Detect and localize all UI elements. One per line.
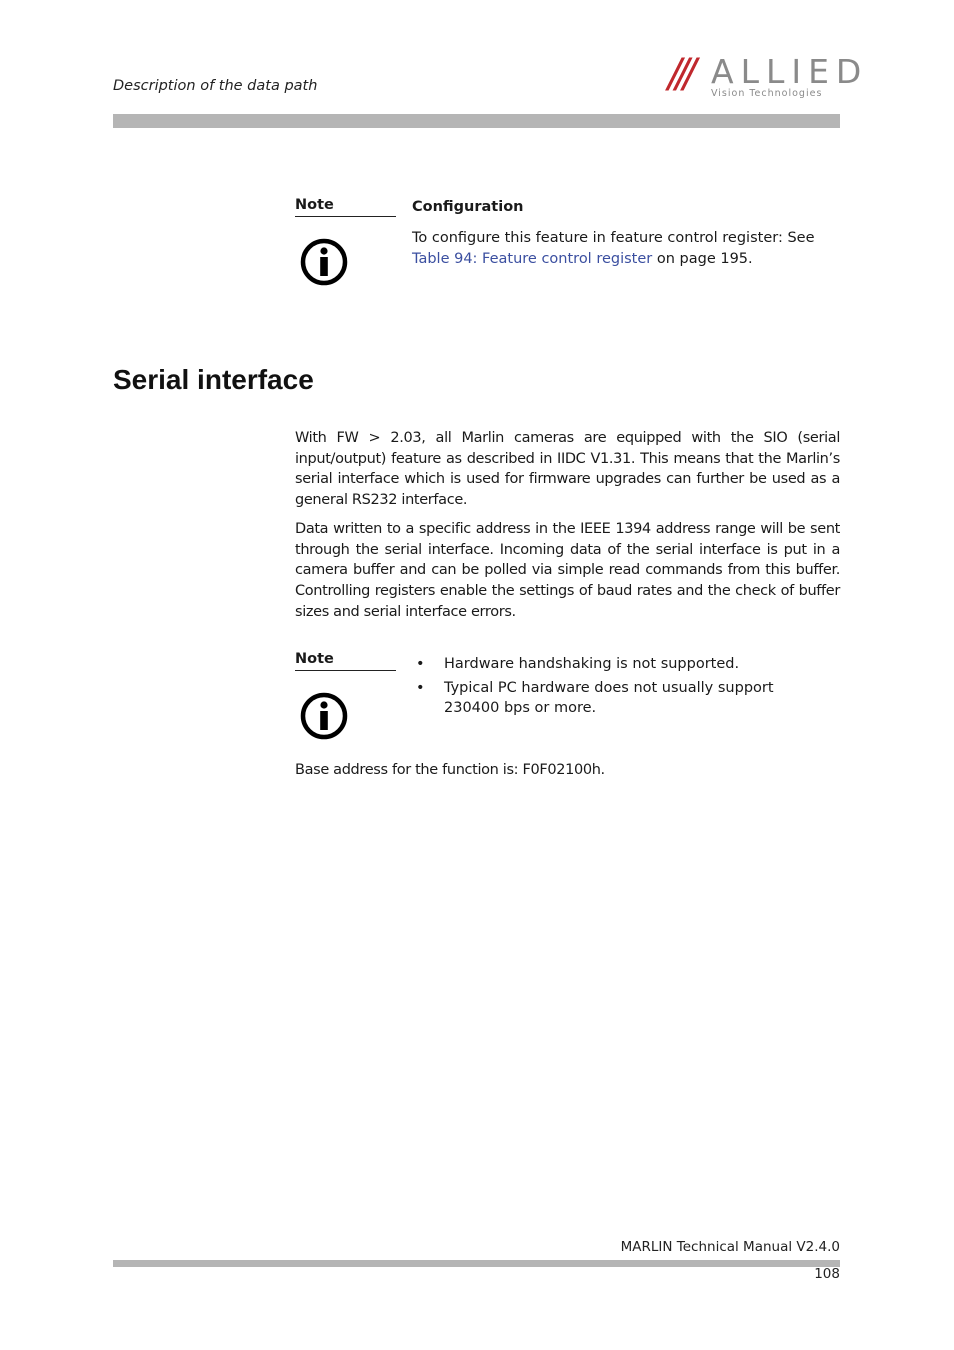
table-link[interactable]: Table 94: Feature control register	[412, 251, 653, 267]
note-text-before: To configure this feature in feature control register: See	[412, 230, 815, 246]
page-number: 108	[814, 1266, 840, 1282]
list-item: • Hardware handshaking is not supported.	[416, 656, 740, 672]
paragraph: With FW > 2.03, all Marlin cameras are equipped with the SIO (serial input/output) feature as described in IIDC V1.31. This means that the Marlin’s serial interface which is used for firmware upgrades can further be used as a general RS232 interface.	[295, 430, 840, 509]
note-title: Configuration	[412, 199, 524, 215]
note-label: Note	[295, 197, 396, 217]
header-rule	[113, 114, 840, 128]
section-heading: Serial interface	[113, 364, 314, 395]
info-icon	[300, 692, 348, 740]
info-icon	[300, 238, 348, 286]
bullet-text: Hardware handshaking is not supported.	[444, 656, 740, 672]
logo-subtitle: Vision Technologies	[711, 88, 823, 99]
note-bullet-list	[412, 654, 832, 722]
footer-rule	[113, 1260, 840, 1267]
running-header: Description of the data path	[113, 78, 318, 94]
note-text-after: on page 195.	[652, 251, 753, 267]
list-item: • Typical PC hardware does not usually support 230400 bps or more.	[416, 680, 774, 716]
paragraph: Data written to a specific address in the IEEE 1394 address range will be sent through the serial interface. Incoming data of the serial interface is put in a camera buffer and can be polled via simple read commands from this buffer. Controlling registers enable the settings of baud rates and the check of buffer sizes and serial interface errors.	[295, 521, 840, 620]
logo-slashes: ///	[668, 51, 691, 97]
note-text	[412, 228, 842, 270]
allied-logo	[668, 51, 869, 102]
footer-title: MARLIN Technical Manual V2.4.0	[620, 1239, 840, 1255]
logo-word: ALLIED	[711, 52, 869, 91]
base-address-text: Base address for the function is: F0F02100h.	[295, 762, 605, 778]
note-label: Note	[295, 651, 396, 671]
bullet-text: Typical PC hardware does not usually support 230400 bps or more.	[444, 680, 774, 716]
